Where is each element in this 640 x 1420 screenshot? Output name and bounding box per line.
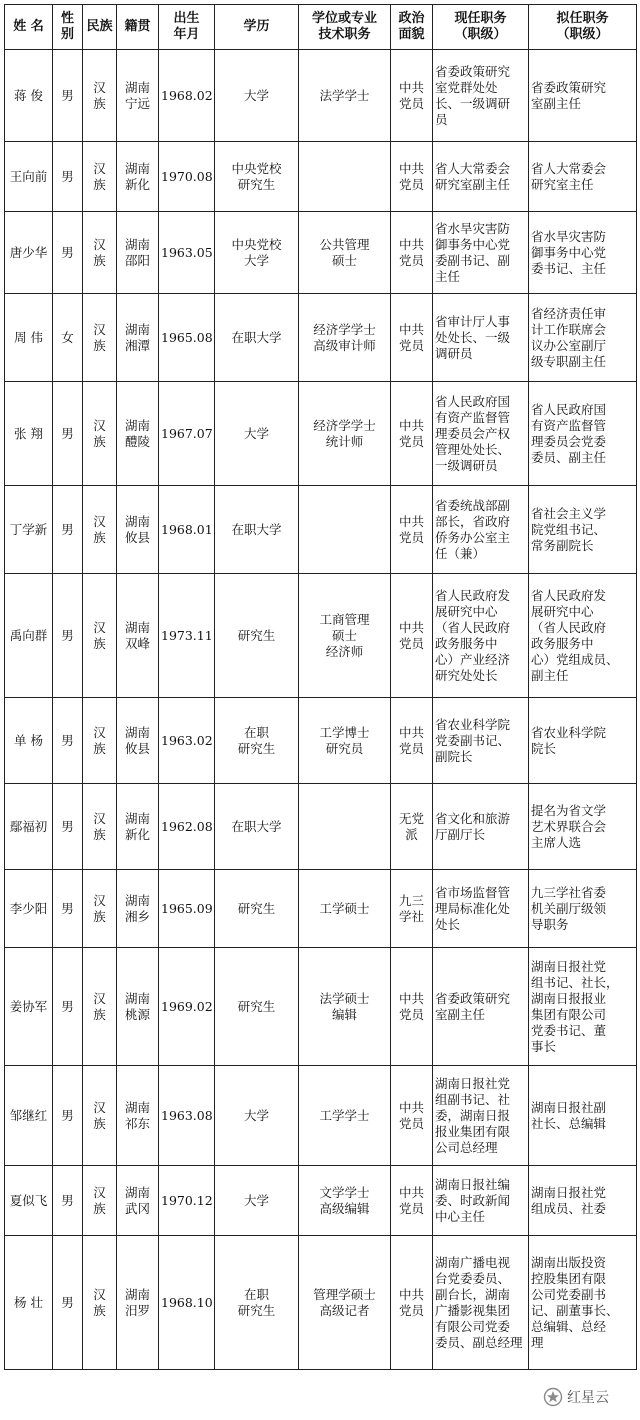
cell-proposed: 湖南日报社党 组书记、社长， 湖南日报报业 集团有限公司 党委书记、董 事长: [529, 948, 637, 1066]
cell-origin: 湖南 汨罗: [117, 1236, 159, 1370]
cell-current: 省文化和旅游 厅副厅长: [433, 784, 529, 870]
cell-proposed: 湖南日报社副 社长、总编辑: [529, 1066, 637, 1166]
header-current: 现任职务 （职级）: [433, 5, 529, 50]
cell-education: 大学: [215, 382, 299, 486]
cell-name: 杨 壮: [5, 1236, 53, 1370]
cell-name: 周 伟: [5, 294, 53, 382]
cell-education: 在职 研究生: [215, 698, 299, 784]
cell-political: 中共 党员: [391, 212, 433, 294]
table-row: [5, 212, 637, 294]
table-row: [5, 486, 637, 574]
cell-origin: 湖南 新化: [117, 142, 159, 212]
cell-proposed: 省经济责任审 计工作联席会 议办公室副厅 级专职副主任: [529, 294, 637, 382]
cell-name: 鄢福初: [5, 784, 53, 870]
cell-birth: 1970.08: [159, 142, 215, 212]
cell-birth: 1969.02: [159, 948, 215, 1066]
cell-gender: 男: [53, 784, 83, 870]
cell-name: 姜协军: [5, 948, 53, 1066]
watermark: [543, 1384, 635, 1410]
cell-ethnicity: 汉 族: [83, 212, 117, 294]
cell-birth: 1967.07: [159, 382, 215, 486]
cell-political: 中共 党员: [391, 948, 433, 1066]
table-row: [5, 870, 637, 948]
cell-degree: [299, 142, 391, 212]
cell-origin: 湖南 武冈: [117, 1166, 159, 1236]
cell-current: 省委政策研究 室副主任: [433, 948, 529, 1066]
cell-degree: 经济学学士 统计师: [299, 382, 391, 486]
cell-education: 研究生: [215, 870, 299, 948]
header-name: 姓 名: [5, 5, 53, 50]
table-row: [5, 574, 637, 698]
watermark-text: 红星云: [567, 1390, 609, 1406]
cell-proposed: 省社会主义学 院党组书记、 常务副院长: [529, 486, 637, 574]
header-proposed: 拟任职务 （职级）: [529, 5, 637, 50]
table-row: [5, 50, 637, 142]
table-row: [5, 698, 637, 784]
cell-political: 中共 党员: [391, 698, 433, 784]
header-degree: 学位或专业 技术职务: [299, 5, 391, 50]
cell-gender: 男: [53, 1166, 83, 1236]
cell-birth: 1968.02: [159, 50, 215, 142]
cell-current: 省农业科学院 党委副书记、 副院长: [433, 698, 529, 784]
cell-ethnicity: 汉 族: [83, 486, 117, 574]
header-ethnicity: 民族: [83, 5, 117, 50]
cell-political: 中共 党员: [391, 1236, 433, 1370]
cell-name: 唐少华: [5, 212, 53, 294]
cell-proposed: 湖南日报社党 组成员、社委: [529, 1166, 637, 1236]
cell-current: 省水旱灾害防 御事务中心党 委副书记、副 主任: [433, 212, 529, 294]
cell-proposed: 省水旱灾害防 御事务中心党 委书记、主任: [529, 212, 637, 294]
cell-political: 中共 党员: [391, 1166, 433, 1236]
cell-degree: 经济学学士 高级审计师: [299, 294, 391, 382]
cell-education: 中央党校 大学: [215, 212, 299, 294]
cell-birth: 1965.09: [159, 870, 215, 948]
cell-ethnicity: 汉 族: [83, 1236, 117, 1370]
cell-name: 张 翔: [5, 382, 53, 486]
table-row: [5, 948, 637, 1066]
cell-gender: 男: [53, 870, 83, 948]
header-origin: 籍贯: [117, 5, 159, 50]
cell-ethnicity: 汉 族: [83, 870, 117, 948]
cell-political: 中共 党员: [391, 294, 433, 382]
cell-proposed: 省人民政府国 有资产监督管 理委员会党委 委员、副主任: [529, 382, 637, 486]
cell-ethnicity: 汉 族: [83, 574, 117, 698]
cell-gender: 男: [53, 1236, 83, 1370]
header-gender: 性别: [53, 5, 83, 50]
table-row: [5, 784, 637, 870]
cell-ethnicity: 汉 族: [83, 294, 117, 382]
cell-origin: 湖南 双峰: [117, 574, 159, 698]
cell-origin: 湖南 攸县: [117, 698, 159, 784]
cell-ethnicity: 汉 族: [83, 50, 117, 142]
cell-origin: 湖南 宁远: [117, 50, 159, 142]
cell-origin: 湖南 新化: [117, 784, 159, 870]
cell-education: 大学: [215, 1066, 299, 1166]
cell-ethnicity: 汉 族: [83, 948, 117, 1066]
cell-education: 在职大学: [215, 486, 299, 574]
cell-degree: 管理学硕士 高级记者: [299, 1236, 391, 1370]
cell-current: 省审计厅人事 处处长、一级 调研员: [433, 294, 529, 382]
cell-origin: 湖南 湘乡: [117, 870, 159, 948]
cell-degree: 文学学士 高级编辑: [299, 1166, 391, 1236]
cell-name: 蒋 俊: [5, 50, 53, 142]
table-row: [5, 294, 637, 382]
cell-degree: 工商管理 硕士 经济师: [299, 574, 391, 698]
cell-proposed: 湖南出版投资 控股集团有限 公司党委副书 记、副董事长、 总编辑、总经 理: [529, 1236, 637, 1370]
cell-ethnicity: 汉 族: [83, 698, 117, 784]
cell-degree: [299, 486, 391, 574]
cell-degree: 工学学士: [299, 1066, 391, 1166]
cell-gender: 男: [53, 212, 83, 294]
cell-gender: 男: [53, 382, 83, 486]
cell-name: 丁学新: [5, 486, 53, 574]
cell-political: 中共 党员: [391, 486, 433, 574]
cell-gender: 男: [53, 574, 83, 698]
cell-education: 大学: [215, 1166, 299, 1236]
cell-current: 省人大常委会 研究室副主任: [433, 142, 529, 212]
cell-degree: 法学学士: [299, 50, 391, 142]
cell-birth: 1963.02: [159, 698, 215, 784]
cell-current: 省委统战部副 部长，省政府 侨务办公室主 任（兼）: [433, 486, 529, 574]
cell-political: 中共 党员: [391, 142, 433, 212]
cell-education: 大学: [215, 50, 299, 142]
cell-ethnicity: 汉 族: [83, 1066, 117, 1166]
cell-gender: 男: [53, 698, 83, 784]
cell-degree: 工学博士 研究员: [299, 698, 391, 784]
cell-education: 研究生: [215, 948, 299, 1066]
cell-proposed: 提名为省文学 艺术界联合会 主席人选: [529, 784, 637, 870]
table-row: [5, 1236, 637, 1370]
red-star-cloud-logo-icon: [543, 1387, 563, 1407]
cell-origin: 湖南 祁东: [117, 1066, 159, 1166]
cell-political: 中共 党员: [391, 1066, 433, 1166]
cell-proposed: 省人大常委会 研究室主任: [529, 142, 637, 212]
cell-education: 在职大学: [215, 294, 299, 382]
header-political: 政治 面貌: [391, 5, 433, 50]
cell-name: 夏似飞: [5, 1166, 53, 1236]
cell-origin: 湖南 醴陵: [117, 382, 159, 486]
cell-current: 省人民政府发 展研究中心 （省人民政府 政务服务中 心）产业经济 研究处处长: [433, 574, 529, 698]
cell-name: 单 杨: [5, 698, 53, 784]
cell-birth: 1963.05: [159, 212, 215, 294]
cell-current: 省人民政府国 有资产监督管 理委员会产权 管理处处长、 一级调研员: [433, 382, 529, 486]
cell-name: 邹继红: [5, 1066, 53, 1166]
cell-political: 中共 党员: [391, 382, 433, 486]
cell-name: 禹向群: [5, 574, 53, 698]
cell-education: 研究生: [215, 574, 299, 698]
cell-name: 王向前: [5, 142, 53, 212]
header-education: 学历: [215, 5, 299, 50]
cell-birth: 1963.08: [159, 1066, 215, 1166]
cell-birth: 1970.12: [159, 1166, 215, 1236]
cell-gender: 男: [53, 50, 83, 142]
cell-gender: 男: [53, 1066, 83, 1166]
cell-current: 省市场监督管 理局标准化处 处长: [433, 870, 529, 948]
cell-ethnicity: 汉 族: [83, 142, 117, 212]
table-row: [5, 382, 637, 486]
cell-education: 在职 研究生: [215, 1236, 299, 1370]
cell-degree: 工学硕士: [299, 870, 391, 948]
cell-political: 中共 党员: [391, 574, 433, 698]
cell-birth: 1965.08: [159, 294, 215, 382]
table-row: [5, 1166, 637, 1236]
cell-birth: 1962.08: [159, 784, 215, 870]
header-birth: 出生 年月: [159, 5, 215, 50]
cell-ethnicity: 汉 族: [83, 382, 117, 486]
cell-origin: 湖南 桃源: [117, 948, 159, 1066]
cell-proposed: 省委政策研究 室副主任: [529, 50, 637, 142]
appointment-table: [4, 4, 637, 1370]
cell-degree: [299, 784, 391, 870]
cell-ethnicity: 汉 族: [83, 1166, 117, 1236]
cell-origin: 湖南 攸县: [117, 486, 159, 574]
cell-birth: 1973.11: [159, 574, 215, 698]
cell-degree: 公共管理 硕士: [299, 212, 391, 294]
table-row: [5, 142, 637, 212]
cell-political: 中共 党员: [391, 50, 433, 142]
cell-current: 湖南日报社党 组副书记、社 委，湖南日报 报业集团有限 公司总经理: [433, 1066, 529, 1166]
cell-proposed: 省农业科学院 院长: [529, 698, 637, 784]
cell-current: 湖南日报社编 委、时政新闻 中心主任: [433, 1166, 529, 1236]
cell-degree: 法学硕士 编辑: [299, 948, 391, 1066]
cell-origin: 湖南 湘潭: [117, 294, 159, 382]
cell-proposed: 九三学社省委 机关副厅级领 导职务: [529, 870, 637, 948]
cell-gender: 男: [53, 142, 83, 212]
cell-political: 无党 派: [391, 784, 433, 870]
cell-current: 省委政策研究 室党群处处 长、一级调研 员: [433, 50, 529, 142]
cell-origin: 湖南 邵阳: [117, 212, 159, 294]
cell-name: 李少阳: [5, 870, 53, 948]
cell-political: 九三 学社: [391, 870, 433, 948]
cell-gender: 男: [53, 948, 83, 1066]
cell-education: 在职大学: [215, 784, 299, 870]
cell-proposed: 省人民政府发 展研究中心 （省人民政府 政务服务中 心）党组成员、 副主任: [529, 574, 637, 698]
cell-birth: 1968.10: [159, 1236, 215, 1370]
table-row: [5, 1066, 637, 1166]
table-body: [5, 50, 637, 1370]
header-row: [5, 5, 637, 50]
cell-gender: 男: [53, 486, 83, 574]
cell-birth: 1968.01: [159, 486, 215, 574]
cell-ethnicity: 汉 族: [83, 784, 117, 870]
cell-current: 湖南广播电视 台党委委员、 副台长，湖南 广播影视集团 有限公司党委 委员、副总经理: [433, 1236, 529, 1370]
cell-gender: 女: [53, 294, 83, 382]
cell-education: 中央党校 研究生: [215, 142, 299, 212]
